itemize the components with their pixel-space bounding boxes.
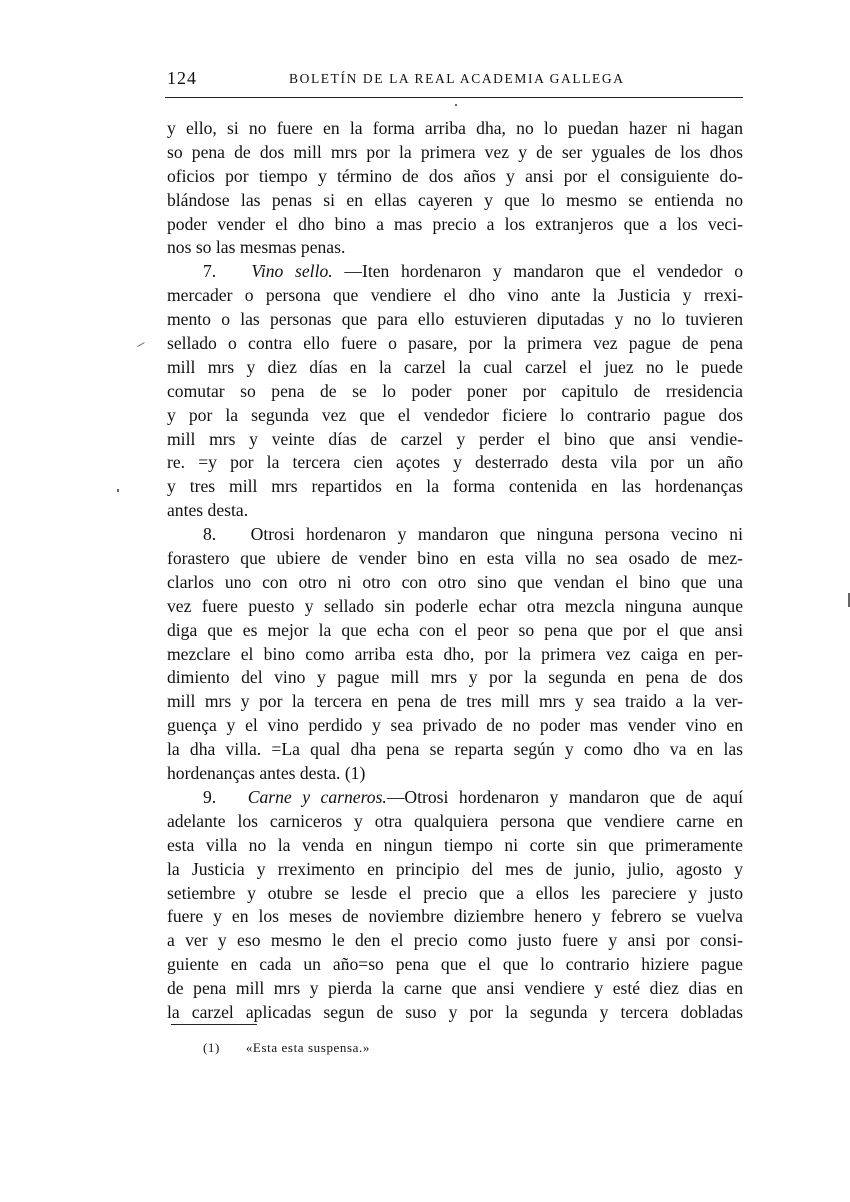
page-number: 124 <box>167 68 197 88</box>
text-line: de pena mill mrs y pierda la carne que ansi vendiere y esté diez dias en <box>167 978 743 999</box>
footnote <box>203 1040 370 1056</box>
text-line: guiente en cada un año=so pena que el que lo contrario hiziere pague <box>167 954 743 975</box>
text-line: adelante los carniceros y otra qualquiera persona que vendiere carne en <box>167 810 743 831</box>
text-line: mento o las personas que para ello estuvieren diputadas y no lo tuvieren <box>167 309 743 330</box>
text-line: nos so las mesmas penas. <box>167 237 346 258</box>
text-line: mill mrs y veinte días de carzel y perder el bino que ansi vendie- <box>167 428 743 449</box>
text-line: so pena de dos mill mrs por la primera vez y de ser yguales de los dhos <box>167 141 743 162</box>
text-line: antes desta. <box>167 500 249 521</box>
text-line: comutar so pena de se lo poder poner por capitulo de rresidencia <box>167 380 743 401</box>
text-line: mercader o persona que vendiere el dho vino ante la Justicia y rrexi- <box>167 285 743 306</box>
text-line: esta villa no la venda en ningun tiempo ni corte sin que primeramente <box>167 834 743 855</box>
text-line: dimiento del vino y pague mill mrs y por la segunda en pena de dos <box>167 667 743 688</box>
body-text <box>167 117 743 1025</box>
section-8-heading-line: 8. Otrosi hordenaron y mandaron que ninguna persona vecino ni <box>203 524 743 545</box>
text-line: guença y el vino perdido y sea privado de no poder mas vender vino en <box>167 715 743 736</box>
scan-speck <box>455 104 457 106</box>
text-line: poder vender el dho bino a mas precio a los extranjeros que a los veci- <box>167 213 743 234</box>
text-line: mill mrs y diez días en la carzel la cual carzel el juez no le puede <box>167 356 743 377</box>
section-number: 9. <box>203 786 217 807</box>
text-line: y por la segunda vez que el vendedor ficiere lo contrario pague dos <box>167 404 743 425</box>
scan-speck <box>137 342 144 347</box>
text-line: mezclare el bino como arriba esta dho, por la primera vez caiga en per- <box>167 643 743 664</box>
text-line: vez fuere puesto y sellado sin poderle echar otra mezcla ninguna aunque <box>167 595 743 616</box>
text-line: re. =y por la tercera cien açotes y desterrado desta vila por un año <box>167 452 743 473</box>
text-line: la carzel aplicadas segun de suso y por la segunda y tercera dobladas <box>167 1001 743 1022</box>
text-line: diga que es mejor la que echa con el peor so pena que por el que ansi <box>167 619 743 640</box>
section-title: Vino sello. <box>251 261 333 282</box>
text-line: oficios por tiempo y término de dos años y ansi por el consiguiente do- <box>167 165 743 186</box>
footnote-rule <box>171 1024 257 1025</box>
section-number: 8. <box>203 524 217 545</box>
text-line: fuere y en los meses de noviembre diziembre henero y febrero se vuelva <box>167 906 743 927</box>
text-line-footnote-ref: hordenanças antes desta. (1) <box>167 763 366 784</box>
text-line: sellado o contra ello fuere o pasare, por la primera vez pague de pena <box>167 333 743 354</box>
text-line: y ello, si no fuere en la forma arriba dha, no lo puedan hazer ni hagan <box>167 118 743 138</box>
text-line: mill mrs y por la tercera en pena de tres mill mrs y sea traido a la ver- <box>167 691 743 712</box>
text-line: setiembre y otubre se lesde el precio que a ellos les pareciere y justo <box>167 882 743 903</box>
text-line: y tres mill mrs repartidos en la forma contenida en las hordenanças <box>167 476 743 497</box>
page-header <box>167 68 743 92</box>
text-line: clarlos uno con otro ni otro con otro sino que vendan el bino que una <box>167 571 743 592</box>
header-rule <box>165 97 743 98</box>
text-line: la Justicia y rreximento en principio del mes de junio, julio, agosto y <box>167 858 743 879</box>
running-title: BOLETÍN DE LA REAL ACADEMIA GALLEGA <box>289 71 625 86</box>
section-title: Carne y carneros. <box>247 786 387 807</box>
footnote-text: «Esta esta suspensa.» <box>245 1040 370 1055</box>
footnote-mark: (1) <box>203 1040 220 1055</box>
section-9-heading-line: 9. Carne y carneros.—Otrosi hordenaron y mandaron que de aquí <box>203 786 743 807</box>
text-line: la dha villa. =La qual dha pena se reparta según y como dho va en las <box>167 739 743 760</box>
text-line: forastero que ubiere de vender bino en esta villa no sea osado de mez- <box>167 548 743 569</box>
scan-speck <box>117 489 119 492</box>
section-7-heading-line: 7. Vino sello. —Iten hordenaron y mandaron que el vendedor o <box>203 261 744 282</box>
text-line: a ver y eso mesmo le den el precio como justo fuere y ansi por consi- <box>167 930 743 951</box>
section-number: 7. <box>203 261 217 282</box>
text-line: blándose las penas si en ellas cayeren y que lo mesmo se entienda no <box>167 189 743 210</box>
